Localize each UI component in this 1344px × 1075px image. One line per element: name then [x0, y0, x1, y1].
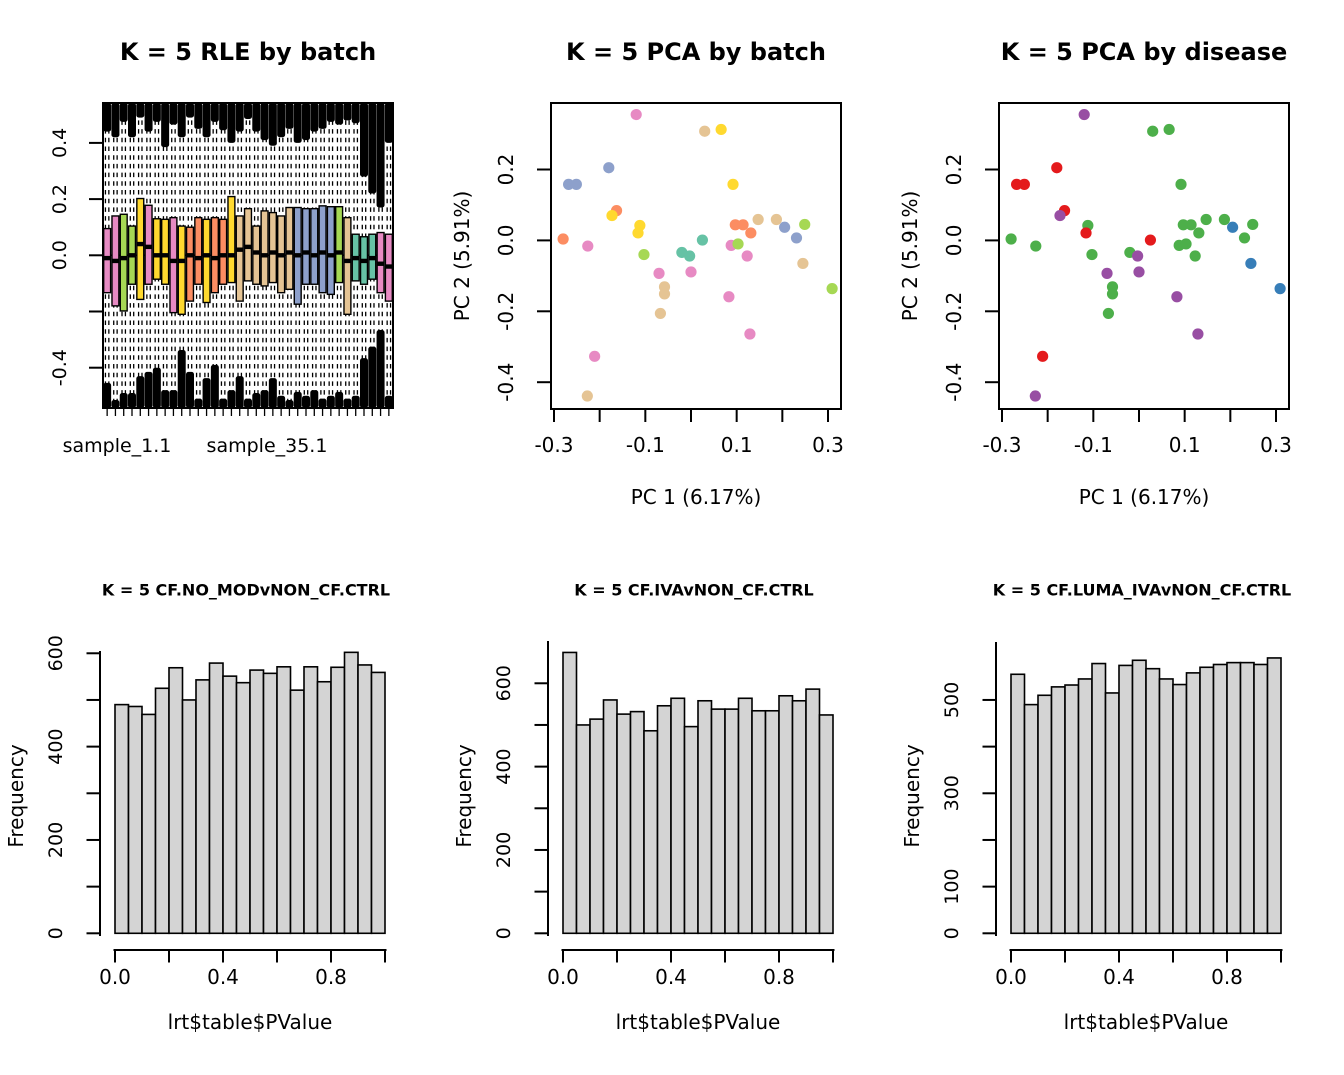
svg-text:600: 600 [493, 665, 515, 702]
pca-batch-panel-title: K = 5 PCA by batch [566, 38, 826, 66]
svg-text:0.1: 0.1 [1168, 433, 1201, 457]
svg-text:-0.4: -0.4 [942, 362, 966, 402]
svg-text:0.8: 0.8 [315, 965, 347, 989]
svg-text:0.0: 0.0 [494, 224, 518, 257]
pca-batch-x-axis-title: PC 1 (6.17%) [630, 485, 762, 509]
svg-text:400: 400 [493, 748, 515, 785]
rle-x-label-sample1: sample_1.1 [62, 435, 172, 457]
hist1-y-axis-title: Frequency [4, 744, 28, 848]
svg-text:0.8: 0.8 [1211, 965, 1243, 989]
svg-text:-0.1: -0.1 [625, 433, 665, 457]
svg-text:-0.3: -0.3 [534, 433, 574, 457]
svg-text:0.8: 0.8 [763, 965, 795, 989]
svg-text:100: 100 [941, 868, 963, 905]
svg-text:300: 300 [941, 775, 963, 812]
svg-text:0.2: 0.2 [49, 183, 71, 215]
svg-text:0.4: 0.4 [207, 965, 239, 989]
svg-text:600: 600 [45, 635, 67, 672]
pca-disease-panel-title: K = 5 PCA by disease [1000, 38, 1288, 66]
svg-text:200: 200 [45, 821, 67, 859]
svg-text:0.4: 0.4 [655, 965, 687, 989]
rle-x-label-sample35: sample_35.1 [206, 435, 328, 457]
svg-text:0.0: 0.0 [49, 240, 71, 271]
svg-text:500: 500 [941, 681, 963, 719]
svg-text:0.4: 0.4 [49, 127, 71, 159]
hist2-y-axis-title: Frequency [452, 744, 476, 848]
svg-text:0.3: 0.3 [1260, 433, 1292, 457]
hist2-x-axis-title: lrt$table$PValue [615, 1010, 781, 1034]
svg-text:0.0: 0.0 [547, 965, 579, 989]
svg-text:200: 200 [493, 831, 515, 869]
svg-text:0.4: 0.4 [1103, 965, 1135, 989]
svg-text:-0.1: -0.1 [1073, 433, 1113, 457]
svg-text:0: 0 [45, 927, 67, 940]
svg-text:0.2: 0.2 [494, 153, 518, 186]
pca-disease-y-axis-title: PC 2 (5.91%) [898, 190, 922, 322]
hist3-panel-title: K = 5 CF.LUMA_IVAvNON_CF.CTRL [992, 580, 1292, 600]
svg-text:0.0: 0.0 [942, 224, 966, 257]
hist1-panel-title: K = 5 CF.NO_MODvNON_CF.CTRL [101, 580, 391, 600]
hist2-panel-title: K = 5 CF.IVAvNON_CF.CTRL [574, 580, 814, 600]
pca-batch-y-axis-title: PC 2 (5.91%) [450, 190, 474, 322]
pca-disease-x-axis-title: PC 1 (6.17%) [1078, 485, 1210, 509]
svg-text:-0.2: -0.2 [494, 291, 518, 331]
svg-text:-0.4: -0.4 [49, 349, 71, 387]
svg-text:0.0: 0.0 [99, 965, 131, 989]
svg-text:0: 0 [493, 927, 515, 940]
hist3-y-axis-title: Frequency [900, 744, 924, 848]
rle-panel-title: K = 5 RLE by batch [119, 38, 377, 66]
svg-text:0.1: 0.1 [720, 433, 753, 457]
svg-text:0.3: 0.3 [812, 433, 844, 457]
svg-text:0: 0 [941, 927, 963, 940]
svg-text:-0.2: -0.2 [942, 291, 966, 331]
svg-text:-0.3: -0.3 [982, 433, 1022, 457]
svg-text:0.2: 0.2 [942, 153, 966, 186]
hist3-x-axis-title: lrt$table$PValue [1063, 1010, 1229, 1034]
svg-text:0.0: 0.0 [995, 965, 1027, 989]
hist1-x-axis-title: lrt$table$PValue [167, 1010, 333, 1034]
svg-text:-0.4: -0.4 [494, 362, 518, 402]
svg-text:400: 400 [45, 728, 67, 765]
